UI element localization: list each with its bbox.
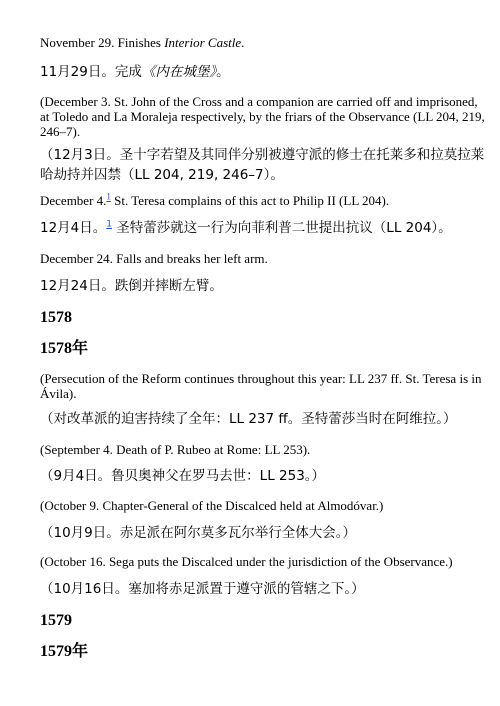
entry-1578-persecution-en: (Persecution of the Reform continues throughout this year: LL 237 ff. St. Teresa is in Ávila). [40,371,482,401]
entry-dec3-zh: （12月3日。圣十字若望及其同伴分别被遵守派的修士在托莱多和拉莫拉莱哈劫持并囚禁（LL 204, 219, 246–7）。 [40,147,485,183]
year-heading-1579-zh: 1579年 [40,643,89,660]
entry-nov29-zh: 11月29日。完成《内在城堡》。 [40,64,230,80]
footnote-link[interactable]: 1 [106,191,111,202]
book-title: Interior Castle [164,35,242,50]
entry-sep4-zh: （9月4日。鲁贝奥神父在罗马去世：LL 253。） [40,468,326,484]
entry-oct9-en: (October 9. Chapter-General of the Discalced held at Almodóvar.) [40,498,384,513]
entry-dec3-en: (December 3. St. John of the Cross and a companion are carried off and imprisoned, at Toledo and La Moraleja respectively, by the friars of the Observance (LL 204, 219, 246–7). [40,94,485,139]
year-heading-1579: 1579 [40,612,72,629]
footnote-link[interactable]: 1 [106,219,113,230]
entry-dec4-en: December 4.$^1$ St. Teresa complains of this act to Philip II (LL 204). [40,191,390,208]
entry-oct9-zh: （10月9日。赤足派在阿尔莫多瓦尔举行全体大会。） [40,525,357,541]
year-heading-1578-zh: 1578年 [40,340,89,357]
entry-dec4-zh: 12月4日。$^1$ 圣特蕾莎就这一行为向菲利普二世提出抗议（LL 204）。 [40,219,452,236]
entry-sep4-en: (September 4. Death of P. Rubeo at Rome: LL 253). [40,442,311,457]
entry-dec24-en: December 24. Falls and breaks her left arm. [40,251,268,266]
entry-oct16-zh: （10月16日。塞加将赤足派置于遵守派的管辖之下。） [40,581,365,597]
entry-1578-persecution-zh: （对改革派的迫害持续了全年：LL 237 ff。圣特蕾莎当时在阿维拉。） [40,411,457,427]
entry-dec24-zh: 12月24日。跌倒并摔断左臂。 [40,278,223,294]
entry-nov29-en: November 29. Finishes Interior Castle. [40,35,245,50]
book-title-zh: 《内在城堡》 [141,64,217,80]
year-heading-1578: 1578 [40,309,72,326]
entry-oct16-en: (October 16. Sega puts the Discalced under the jurisdiction of the Observance.) [40,554,453,569]
